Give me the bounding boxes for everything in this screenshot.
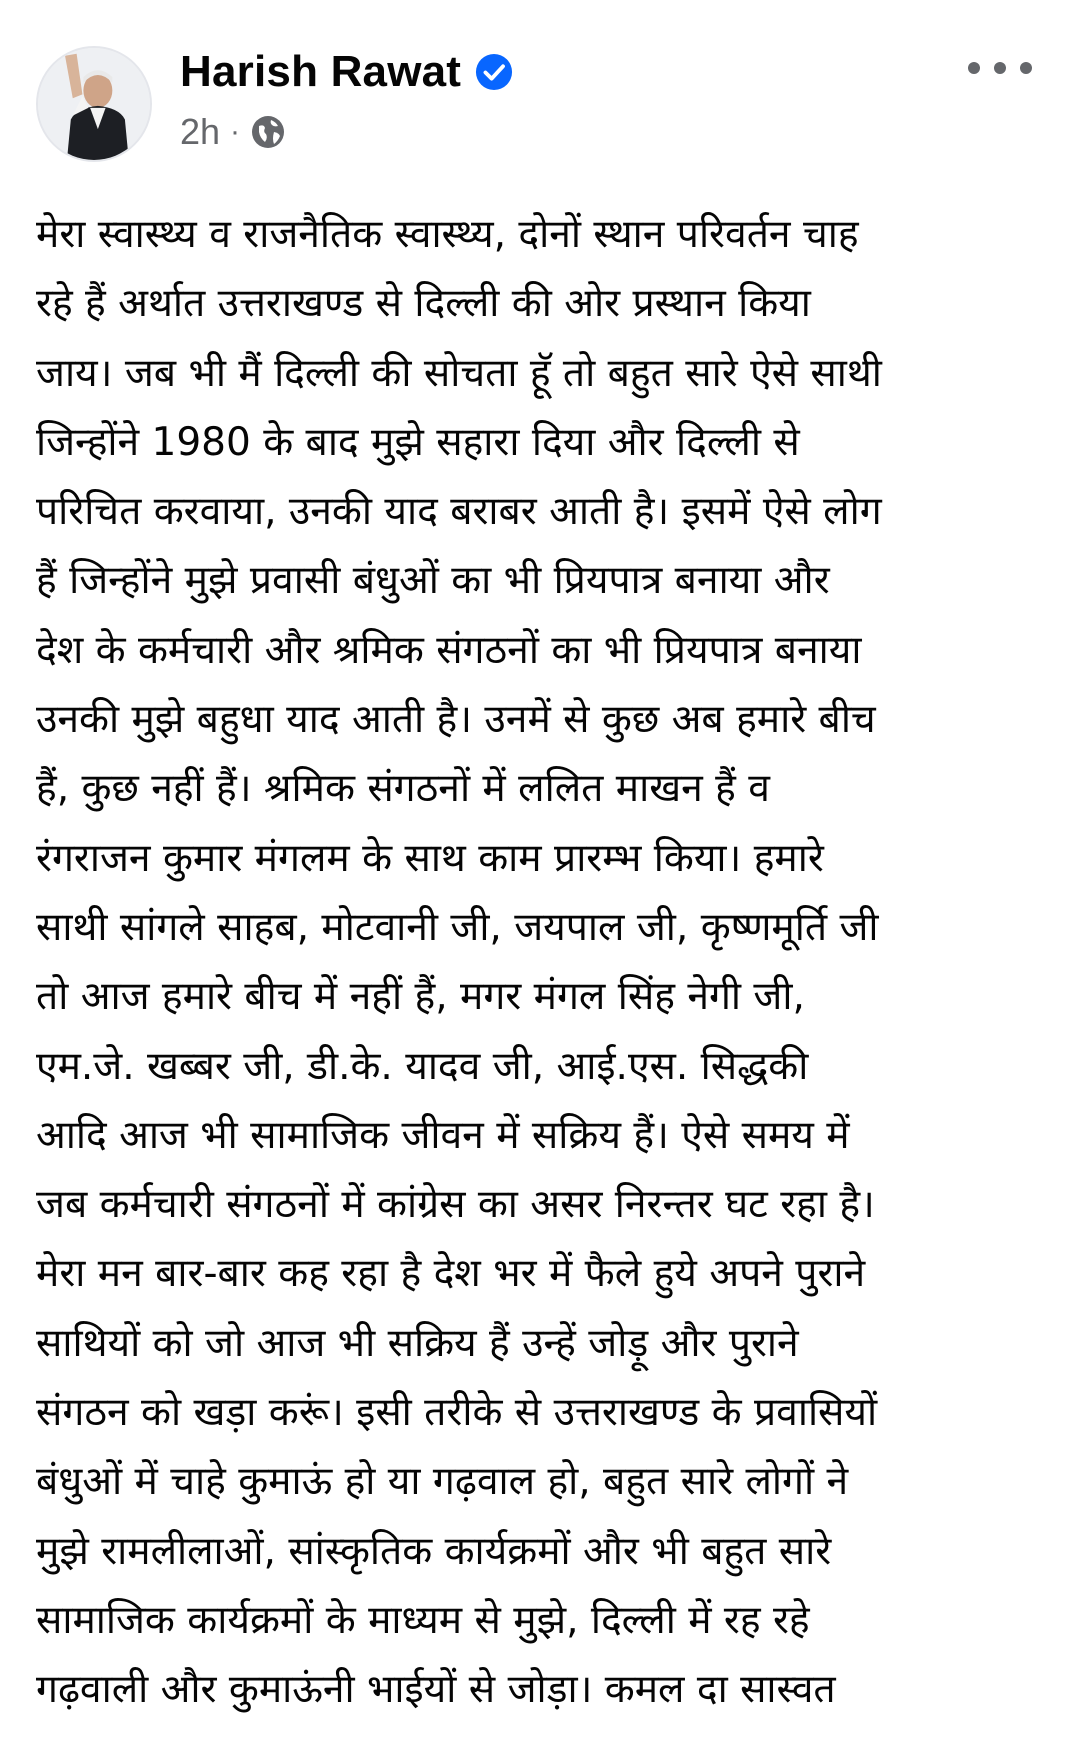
- post-text-line: उनकी मुझे बहुधा याद आती है। उनमें से कुछ अब हमारे बीच: [36, 697, 876, 743]
- post-text-line: सामाजिक कार्यक्रमों के माध्यम से मुझे, दिल्ली में रह रहे: [36, 1597, 810, 1643]
- post-text-line: जब कर्मचारी संगठनों में कांग्रेस का असर निरन्तर घट रहा है।: [36, 1182, 875, 1228]
- post-text: [36, 200, 1046, 1725]
- post-text-line: गढ़वाली और कुमाऊंनी भाईयों से जोड़ा। कमल दा सास्वत: [36, 1667, 836, 1713]
- post-text-line: देश के कर्मचारी और श्रमिक संगठनों का भी प्रियपात्र बनाया: [36, 627, 862, 673]
- post-header: [0, 0, 1080, 165]
- post-text-line: परिचित करवाया, उनकी याद बराबर आती है। इसमें ऐसे लोग: [36, 489, 882, 535]
- post-text-line: हैं, कुछ नहीं हैं। श्रमिक संगठनों में ललित माखन हैं व: [36, 766, 770, 812]
- post-text-line: हैं जिन्होंने मुझे प्रवासी बंधुओं का भी प्रियपात्र बनाया और: [36, 558, 830, 604]
- post-text-line: मेरा मन बार-बार कह रहा है देश भर में फैले हुये अपने पुराने: [36, 1251, 866, 1297]
- avatar-image: [38, 48, 150, 160]
- globe-icon[interactable]: [250, 114, 286, 150]
- post-timestamp[interactable]: 2h: [180, 111, 221, 152]
- post-text-line: मुझे रामलीलाओं, सांस्कृतिक कार्यक्रमों और भी बहुत सारे: [36, 1528, 832, 1574]
- more-dot-icon: [968, 62, 980, 74]
- post-text-line: जाय। जब भी मैं दिल्ली की सोचता हूॅ तो बहुत सारे ऐसे साथी: [36, 350, 882, 396]
- post-text-line: साथी सांगले साहब, मोटवानी जी, जयपाल जी, कृष्णमूर्ति जी: [36, 904, 879, 950]
- author-avatar[interactable]: [36, 46, 152, 162]
- post-text-line: एम.जे. खब्बर जी, डी.के. यादव जी, आई.एस. सिद्धकी: [36, 1043, 809, 1089]
- more-options-button[interactable]: [968, 48, 1032, 88]
- post-text-line: आदि आज भी सामाजिक जीवन में सक्रिय हैं। ऐसे समय में: [36, 1112, 850, 1158]
- meta-separator: ·: [230, 115, 241, 148]
- post-meta: [180, 108, 286, 156]
- post-text-line: संगठन को खड़ा करूं। इसी तरीके से उत्तराखण्ड के प्रवासियों: [36, 1390, 878, 1436]
- post-text-line: रहे हैं अर्थात उत्तराखण्ड से दिल्ली की ओर प्रस्थान किया: [36, 281, 811, 327]
- more-dot-icon: [994, 62, 1006, 74]
- post-text-line: मेरा स्वास्थ्य व राजनैतिक स्वास्थ्य, दोनों स्थान परिवर्तन चाह: [36, 212, 859, 257]
- more-dot-icon: [1020, 62, 1032, 74]
- verified-badge-icon: [475, 53, 513, 91]
- author-name[interactable]: Harish Rawat: [180, 47, 462, 96]
- author-row: [180, 42, 513, 102]
- post-text-line: साथियों को जो आज भी सक्रिय हैं उन्हें जोड़ू और पुराने: [36, 1320, 799, 1366]
- post-text-line: रंगराजन कुमार मंगलम के साथ काम प्रारम्भ किया। हमारे: [36, 835, 824, 881]
- post-text-line: तो आज हमारे बीच में नहीं हैं, मगर मंगल सिंह नेगी जी,: [36, 974, 805, 1020]
- post-text-line: बंधुओं में चाहे कुमाऊं हो या गढ़वाल हो, बहुत सारे लोगों ने: [36, 1459, 849, 1505]
- post-text-line: जिन्होंने 1980 के बाद मुझे सहारा दिया और दिल्ली से: [36, 419, 800, 465]
